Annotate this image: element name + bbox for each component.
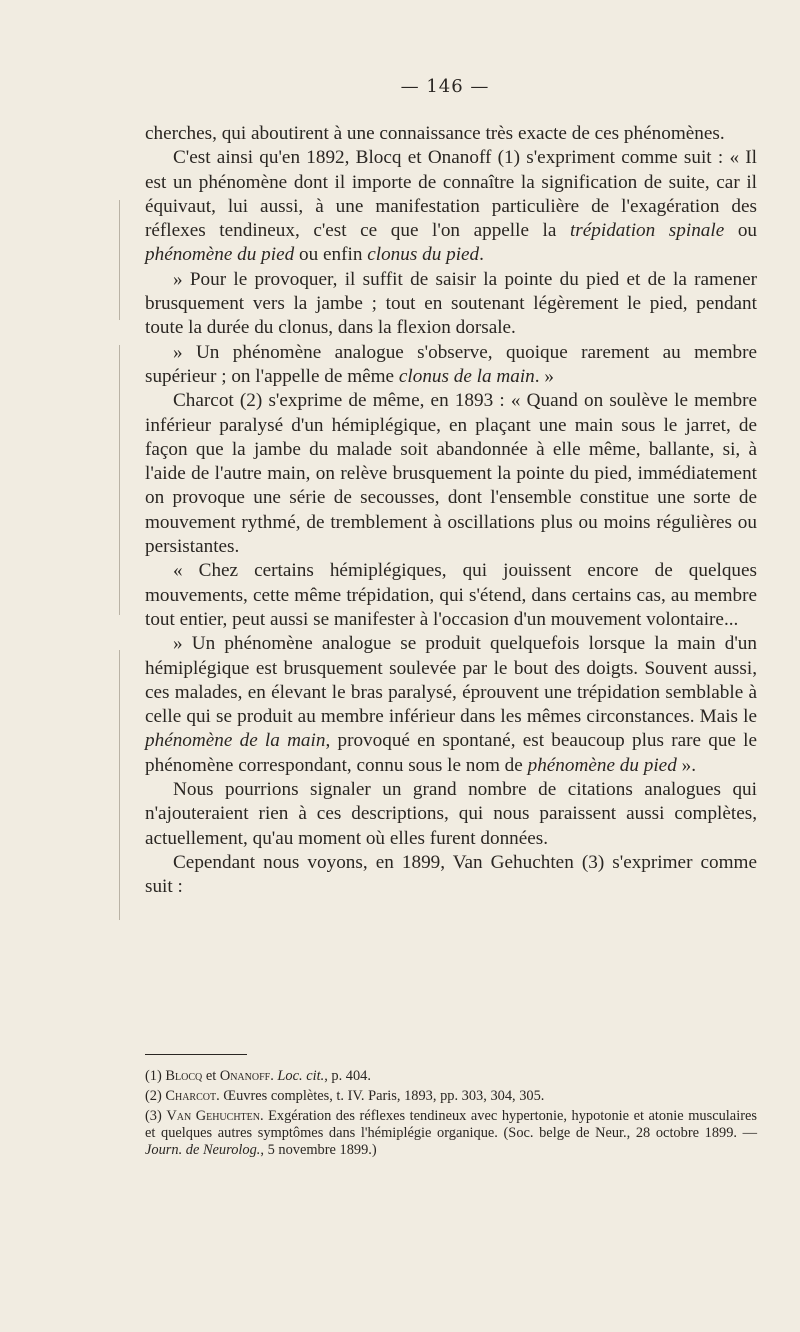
text-run: « Chez certains hémiplégiques, qui jouissent encore de quelques mouvements, cette même trépidation, qui s'étend, dans certains cas, au membre tout entier, peut aussi se manifester à l'occasion d'un mouvement volontaire...: [145, 560, 757, 630]
text-run: .: [270, 1068, 278, 1084]
paragraph: [145, 389, 757, 559]
text-run: » Pour le provoquer, il suffit de saisir la pointe du pied et de la ramener brusquement vers la jambe ; tout en soutenant légèrement le pied, pendant toute la durée du clonus, dans la flexion dorsale.: [145, 268, 757, 339]
italic-text: Loc. cit.: [277, 1068, 325, 1084]
author-name: Van Gehuchten: [166, 1108, 260, 1124]
paragraph: [145, 778, 757, 851]
text-run: . »: [534, 365, 554, 387]
footnote: [145, 1108, 757, 1159]
italic-text: phénomène du pied: [145, 244, 295, 266]
italic-text: Journ. de Neurolog.: [145, 1142, 261, 1158]
italic-text: phénomène du pied: [527, 754, 677, 776]
page-number: — 146 —: [400, 76, 490, 97]
text-run: , 5 novembre 1899.): [260, 1142, 377, 1158]
author-name: Blocq: [165, 1068, 203, 1084]
italic-text: phénomène de la main: [145, 730, 326, 752]
footnotes: [145, 1068, 757, 1162]
text-run: (3): [145, 1108, 167, 1124]
text-run: , provoqué en spontané, est beaucoup plus rare que le phénomène correspondant, connu sous le nom de: [145, 730, 757, 776]
footnote: [145, 1068, 757, 1085]
text-run: et: [202, 1068, 220, 1084]
text-run: ou enfin: [294, 244, 368, 266]
footnote-rule: [145, 1054, 247, 1055]
italic-text: trépidation spinale: [569, 220, 725, 242]
text-run: (2): [145, 1088, 166, 1104]
author-name: Charcot: [165, 1088, 217, 1104]
italic-text: clonus de la main: [398, 365, 535, 387]
margin-pencil-mark: [119, 345, 120, 615]
paragraph: [145, 341, 757, 390]
text-run: ou: [724, 220, 758, 242]
paragraph: [145, 559, 757, 632]
text-run: , p. 404.: [324, 1068, 371, 1084]
margin-pencil-mark: [119, 200, 120, 320]
text-run: » Un phénomène analogue s'observe, quoique rarement au membre supérieur ; on l'appelle de même: [145, 341, 757, 387]
paragraph: [145, 851, 757, 900]
paragraph: [145, 146, 757, 267]
margin-pencil-mark: [119, 650, 120, 920]
italic-text: clonus du pied: [367, 244, 480, 266]
text-run: » Un phénomène analogue se produit quelquefois lorsque la main d'un hémiplégique est brusquement soulevée par le bout des doigts. Souvent aussi, ces malades, en élevant le bras paralysé, éprouvent une trépidation semblable à celle qui se produit au membre inférieur dans les mêmes circonstances. Mais le: [145, 633, 757, 728]
paragraph: [145, 122, 757, 146]
paragraph: [145, 632, 757, 778]
body-text: [145, 122, 757, 900]
text-run: cherches, qui aboutirent à une connaissance très exacte de ces phénomènes.: [145, 123, 725, 144]
text-run: ».: [676, 754, 696, 776]
text-run: C'est ainsi qu'en 1892, Blocq et Onanoff (1) s'expriment comme suit : « Il est un phénomène dont il importe de connaître la signification de suite, car il équivaut, lui aussi, à une manifestation particulière de l'exagération des réflexes tendineux, c'est ce que l'on appelle la: [145, 147, 757, 242]
text-run: Nous pourrions signaler un grand nombre de citations analogues qui n'ajouteraient rien à ces descriptions, qui nous paraissent aussi complètes, actuellement, qu'au moment où elles furent données.: [145, 779, 757, 849]
text-run: . Exgération des réflexes tendineux avec hypertonie, hypotonie et atonie musculaires et quelques autres symptômes dans l'hémiplégie organique. (Soc. belge de Neur., 28 octobre 1899. —: [145, 1108, 757, 1141]
text-run: Charcot (2) s'exprime de même, en 1893 : « Quand on soulève le membre inférieur paralysé d'un hémiplégique, en plaçant une main sous le jarret, de façon que la jambe du malade soit abandonnée à elle même, ballante, si, à l'aide de l'autre main, on relève brusquement la pointe du pied, immédiatement on provoque une série de secousses, dont l'ensemble constitue une sorte de mouvement rythmé, de tremblement à oscillations plus ou moins régulières ou persistantes.: [145, 390, 757, 558]
text-run: .: [479, 244, 484, 266]
text-run: . Œuvres complètes, t. IV. Paris, 1893, pp. 303, 304, 305.: [216, 1088, 545, 1104]
text-run: Cependant nous voyons, en 1899, Van Gehuchten (3) s'exprimer comme suit :: [145, 851, 757, 898]
text-run: (1): [145, 1068, 166, 1084]
footnote: [145, 1088, 757, 1105]
paragraph: [145, 268, 757, 341]
author-name: Onanoff: [219, 1068, 271, 1084]
